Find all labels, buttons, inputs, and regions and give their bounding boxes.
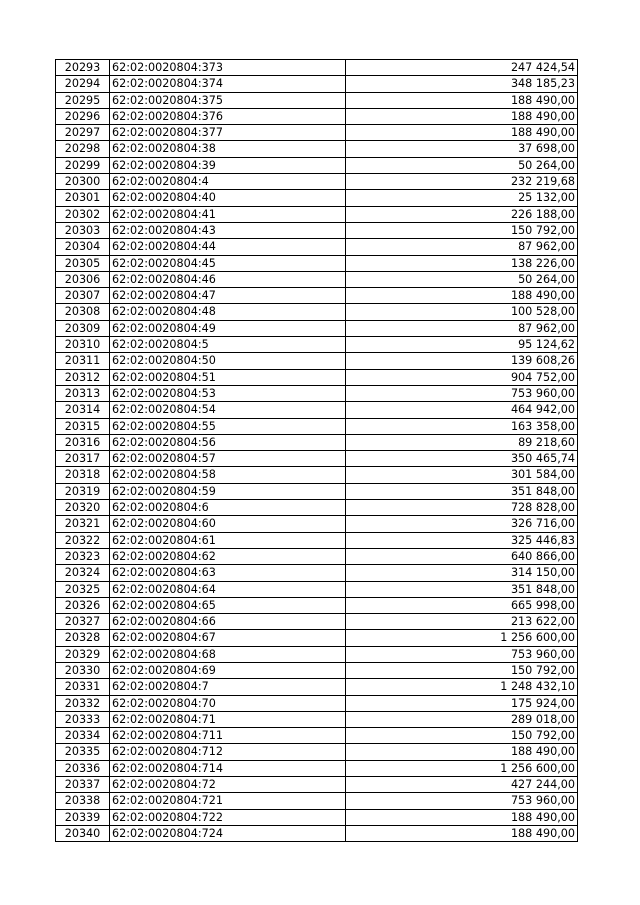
cadastral-number: 62:02:0020804:722 [110,809,346,825]
table-row [56,418,578,434]
table-body [56,60,578,842]
table-row [56,174,578,190]
row-number: 20325 [56,581,110,597]
table-row [56,467,578,483]
table-row [56,695,578,711]
table-row [56,206,578,222]
cadastral-number: 62:02:0020804:43 [110,222,346,238]
cadastral-value: 25 132,00 [346,190,578,206]
row-number: 20335 [56,744,110,760]
cadastral-value: 163 358,00 [346,418,578,434]
row-number: 20338 [56,793,110,809]
cadastral-number: 62:02:0020804:373 [110,60,346,76]
cadastral-number: 62:02:0020804:53 [110,385,346,401]
cadastral-number: 62:02:0020804:61 [110,532,346,548]
row-number: 20311 [56,353,110,369]
row-number: 20333 [56,711,110,727]
table-row [56,92,578,108]
cadastral-value: 150 792,00 [346,662,578,678]
row-number: 20321 [56,516,110,532]
table-row [56,402,578,418]
row-number: 20310 [56,337,110,353]
table-row [56,190,578,206]
row-number: 20307 [56,288,110,304]
table-row [56,500,578,516]
cadastral-number: 62:02:0020804:712 [110,744,346,760]
table-row [56,320,578,336]
cadastral-value: 665 998,00 [346,597,578,613]
table-row [56,744,578,760]
table-row [56,337,578,353]
table-row [56,793,578,809]
row-number: 20322 [56,532,110,548]
cadastral-value: 464 942,00 [346,402,578,418]
row-number: 20297 [56,125,110,141]
row-number: 20317 [56,451,110,467]
table-row [56,630,578,646]
row-number: 20316 [56,434,110,450]
row-number: 20301 [56,190,110,206]
row-number: 20331 [56,679,110,695]
row-number: 20295 [56,92,110,108]
cadastral-value: 138 226,00 [346,255,578,271]
cadastral-value: 150 792,00 [346,222,578,238]
table-row [56,239,578,255]
row-number: 20334 [56,728,110,744]
row-number: 20318 [56,467,110,483]
cadastral-value: 150 792,00 [346,728,578,744]
table-row [56,60,578,76]
table-row [56,385,578,401]
row-number: 20304 [56,239,110,255]
row-number: 20327 [56,614,110,630]
cadastral-number: 62:02:0020804:721 [110,793,346,809]
cadastral-value: 50 264,00 [346,157,578,173]
cadastral-value: 100 528,00 [346,304,578,320]
row-number: 20328 [56,630,110,646]
cadastral-value: 1 256 600,00 [346,760,578,776]
table-row [56,451,578,467]
cadastral-value: 904 752,00 [346,369,578,385]
table-row [56,825,578,841]
table-row [56,565,578,581]
cadastral-value: 37 698,00 [346,141,578,157]
cadastral-number: 62:02:0020804:55 [110,418,346,434]
cadastral-number: 62:02:0020804:56 [110,434,346,450]
row-number: 20302 [56,206,110,222]
row-number: 20340 [56,825,110,841]
cadastral-number: 62:02:0020804:47 [110,288,346,304]
cadastral-value: 326 716,00 [346,516,578,532]
cadastral-number: 62:02:0020804:44 [110,239,346,255]
cadastral-value: 50 264,00 [346,271,578,287]
cadastral-value: 188 490,00 [346,92,578,108]
cadastral-number: 62:02:0020804:714 [110,760,346,776]
row-number: 20329 [56,646,110,662]
cadastral-number: 62:02:0020804:63 [110,565,346,581]
cadastral-value: 175 924,00 [346,695,578,711]
table-row [56,679,578,695]
cadastral-value: 753 960,00 [346,385,578,401]
table-row [56,304,578,320]
table-row [56,662,578,678]
row-number: 20332 [56,695,110,711]
cadastral-value: 139 608,26 [346,353,578,369]
row-number: 20339 [56,809,110,825]
cadastral-value: 232 219,68 [346,174,578,190]
table-row [56,809,578,825]
cadastral-number: 62:02:0020804:58 [110,467,346,483]
cadastral-value: 351 848,00 [346,581,578,597]
cadastral-value: 213 622,00 [346,614,578,630]
cadastral-number: 62:02:0020804:724 [110,825,346,841]
cadastral-number: 62:02:0020804:711 [110,728,346,744]
cadastral-number: 62:02:0020804:46 [110,271,346,287]
cadastral-value: 188 490,00 [346,809,578,825]
table-row [56,711,578,727]
cadastral-number: 62:02:0020804:57 [110,451,346,467]
cadastral-number: 62:02:0020804:51 [110,369,346,385]
cadastral-number: 62:02:0020804:45 [110,255,346,271]
table-row [56,760,578,776]
row-number: 20320 [56,500,110,516]
table-row [56,222,578,238]
cadastral-number: 62:02:0020804:62 [110,548,346,564]
table-row [56,369,578,385]
cadastral-value: 753 960,00 [346,646,578,662]
cadastral-value: 640 866,00 [346,548,578,564]
table-row [56,728,578,744]
table-row [56,125,578,141]
cadastral-value: 188 490,00 [346,825,578,841]
row-number: 20326 [56,597,110,613]
table-row [56,548,578,564]
cadastral-value: 188 490,00 [346,744,578,760]
row-number: 20313 [56,385,110,401]
cadastral-number: 62:02:0020804:49 [110,320,346,336]
cadastral-number: 62:02:0020804:66 [110,614,346,630]
cadastral-value: 87 962,00 [346,320,578,336]
cadastral-number: 62:02:0020804:374 [110,76,346,92]
row-number: 20296 [56,108,110,124]
cadastral-number: 62:02:0020804:71 [110,711,346,727]
row-number: 20324 [56,565,110,581]
table-row [56,434,578,450]
cadastral-value-table [55,59,578,842]
cadastral-value: 1 256 600,00 [346,630,578,646]
table-row [56,157,578,173]
cadastral-value: 89 218,60 [346,434,578,450]
cadastral-number: 62:02:0020804:377 [110,125,346,141]
cadastral-number: 62:02:0020804:7 [110,679,346,695]
cadastral-number: 62:02:0020804:39 [110,157,346,173]
cadastral-value: 301 584,00 [346,467,578,483]
cadastral-value: 348 185,23 [346,76,578,92]
cadastral-number: 62:02:0020804:67 [110,630,346,646]
table-row [56,777,578,793]
cadastral-number: 62:02:0020804:68 [110,646,346,662]
row-number: 20323 [56,548,110,564]
cadastral-number: 62:02:0020804:60 [110,516,346,532]
row-number: 20305 [56,255,110,271]
row-number: 20299 [56,157,110,173]
row-number: 20330 [56,662,110,678]
table-row [56,108,578,124]
cadastral-number: 62:02:0020804:50 [110,353,346,369]
cadastral-value: 188 490,00 [346,288,578,304]
table-row [56,255,578,271]
table-row [56,646,578,662]
table-row [56,614,578,630]
cadastral-number: 62:02:0020804:48 [110,304,346,320]
cadastral-number: 62:02:0020804:65 [110,597,346,613]
row-number: 20337 [56,777,110,793]
cadastral-value: 226 188,00 [346,206,578,222]
cadastral-value: 1 248 432,10 [346,679,578,695]
cadastral-number: 62:02:0020804:5 [110,337,346,353]
cadastral-value: 95 124,62 [346,337,578,353]
cadastral-number: 62:02:0020804:38 [110,141,346,157]
cadastral-number: 62:02:0020804:41 [110,206,346,222]
row-number: 20315 [56,418,110,434]
cadastral-number: 62:02:0020804:6 [110,500,346,516]
cadastral-number: 62:02:0020804:40 [110,190,346,206]
row-number: 20314 [56,402,110,418]
cadastral-value: 247 424,54 [346,60,578,76]
table-row [56,353,578,369]
cadastral-value: 427 244,00 [346,777,578,793]
cadastral-value: 87 962,00 [346,239,578,255]
row-number: 20309 [56,320,110,336]
cadastral-number: 62:02:0020804:54 [110,402,346,418]
cadastral-number: 62:02:0020804:70 [110,695,346,711]
cadastral-value: 728 828,00 [346,500,578,516]
row-number: 20294 [56,76,110,92]
row-number: 20303 [56,222,110,238]
cadastral-number: 62:02:0020804:69 [110,662,346,678]
row-number: 20293 [56,60,110,76]
cadastral-value: 188 490,00 [346,108,578,124]
cadastral-number: 62:02:0020804:376 [110,108,346,124]
cadastral-value: 325 446,83 [346,532,578,548]
cadastral-value: 314 150,00 [346,565,578,581]
row-number: 20308 [56,304,110,320]
table-row [56,141,578,157]
row-number: 20336 [56,760,110,776]
cadastral-number: 62:02:0020804:59 [110,483,346,499]
table-row [56,597,578,613]
cadastral-value: 350 465,74 [346,451,578,467]
row-number: 20319 [56,483,110,499]
cadastral-value: 351 848,00 [346,483,578,499]
cadastral-value: 753 960,00 [346,793,578,809]
cadastral-value: 289 018,00 [346,711,578,727]
row-number: 20298 [56,141,110,157]
cadastral-number: 62:02:0020804:375 [110,92,346,108]
table-row [56,516,578,532]
table-row [56,271,578,287]
row-number: 20300 [56,174,110,190]
table-row [56,76,578,92]
table-row [56,288,578,304]
cadastral-number: 62:02:0020804:4 [110,174,346,190]
table-row [56,483,578,499]
cadastral-value: 188 490,00 [346,125,578,141]
row-number: 20306 [56,271,110,287]
table-row [56,532,578,548]
cadastral-number: 62:02:0020804:64 [110,581,346,597]
table-row [56,581,578,597]
row-number: 20312 [56,369,110,385]
cadastral-number: 62:02:0020804:72 [110,777,346,793]
